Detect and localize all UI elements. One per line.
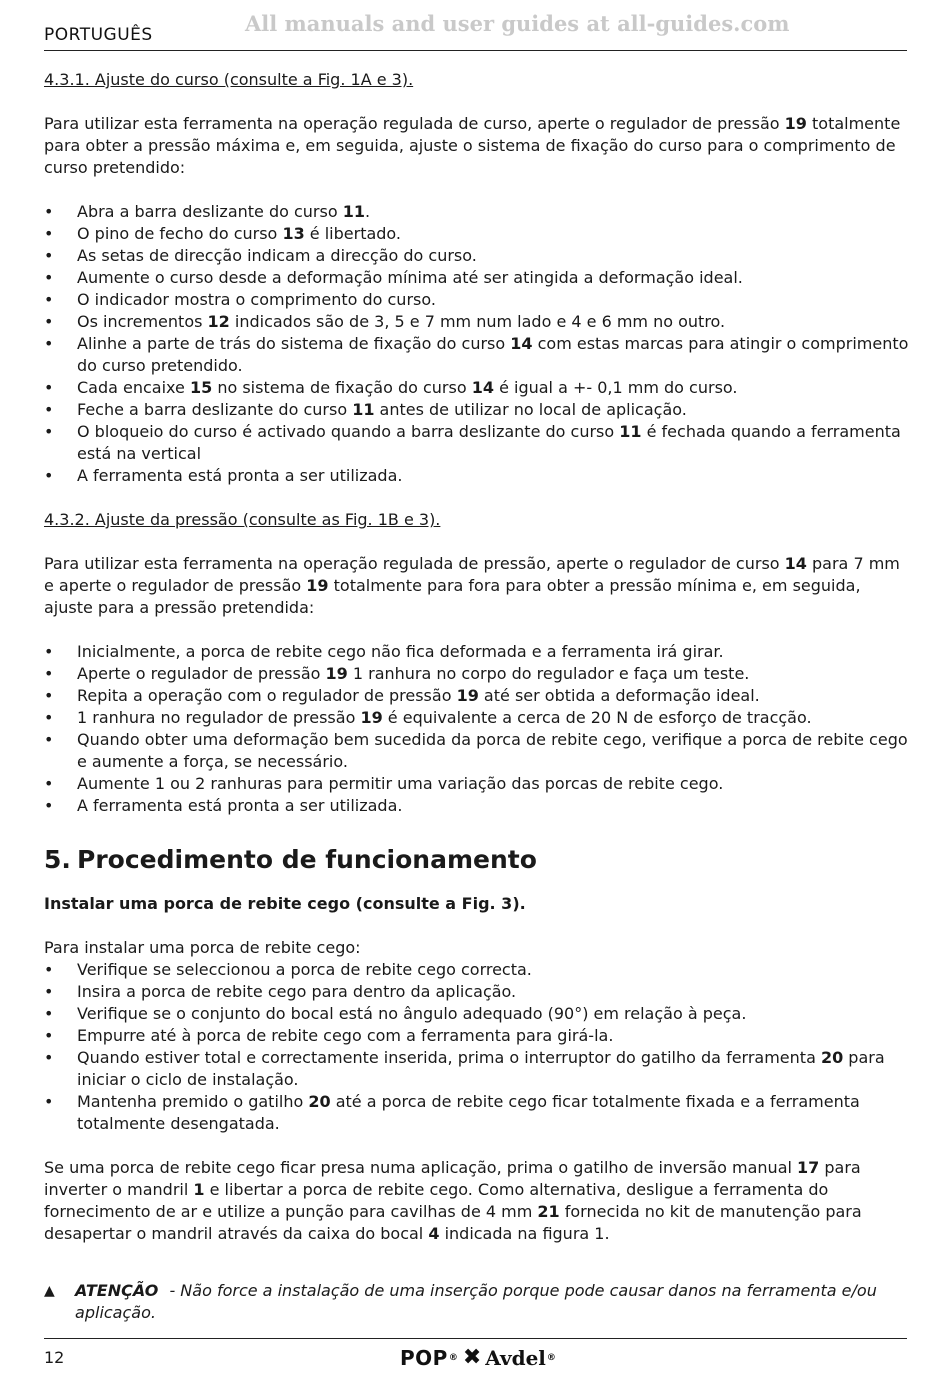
heading-4-3-1: 4.3.1. Ajuste do curso (consulte a Fig. 1A e 3). (44, 70, 414, 89)
brand-logo (400, 1345, 556, 1370)
text-run: Se uma porca de rebite cego ficar presa numa aplicação, prima o gatilho de inversão manual (44, 1158, 798, 1177)
list-item (44, 707, 910, 729)
text-run: antes de utilizar no local de aplicação. (374, 400, 687, 419)
text-run: totalmente para fora para obter a pressão mínima e, em seguida, ajuste para a pressão pretendida: (44, 576, 861, 617)
avdel-x-logo-icon: ✖ (462, 1345, 482, 1370)
brand-pop-reg: ® (448, 1352, 458, 1363)
text-run: Aperte o regulador de pressão (77, 664, 326, 683)
text-run: Quando estiver total e correctamente inserida, prima o interruptor do gatilho da ferramenta (77, 1048, 821, 1067)
text-run: até a porca de rebite cego ficar totalmente fixada e a ferramenta totalmente desengatada. (77, 1092, 860, 1133)
list-item (44, 399, 910, 421)
text-run: indicados são de 3, 5 e 7 mm num lado e 4 e 6 mm no outro. (229, 312, 726, 331)
text-run: Verifique se seleccionou a porca de rebite cego correcta. (77, 960, 532, 979)
text-run: Verifique se o conjunto do bocal está no ângulo adequado (90°) em relação à peça. (77, 1004, 747, 1023)
list-item (44, 333, 910, 377)
reference-number: 20 (820, 1048, 844, 1067)
text-run: Os incrementos (77, 312, 208, 331)
text-run: é fechada quando a ferramenta está na vertical (77, 422, 901, 463)
list-item (44, 1091, 910, 1135)
reference-number: 14 (471, 378, 494, 397)
list-item (44, 1025, 910, 1047)
list-item (44, 1047, 910, 1091)
warning-note (44, 1280, 910, 1324)
text-run: é igual a +- 0,1 mm do curso. (493, 378, 738, 397)
text-run: Abra a barra deslizante do curso (77, 202, 343, 221)
reference-number: 13 (282, 224, 305, 243)
list-item (44, 685, 910, 707)
paragraph-stuck-nut (44, 1157, 910, 1245)
reference-number: 11 (342, 202, 365, 221)
reference-number: 11 (619, 422, 642, 441)
reference-number: 17 (797, 1158, 820, 1177)
text-run: totalmente para obter a pressão máxima e, em seguida, ajuste o sistema de fixação do curso para o comprimento de curso pretendido: (44, 114, 901, 177)
text-run: Feche a barra deslizante do curso (77, 400, 353, 419)
list-item (44, 663, 910, 685)
text-run: no sistema de fixação do curso (212, 378, 472, 397)
list-item (44, 465, 910, 487)
header-rule (44, 50, 907, 51)
text-run: Inicialmente, a porca de rebite cego não fica deformada e a ferramenta irá girar. (77, 642, 724, 661)
list-item (44, 377, 910, 399)
warning-text: - Não force a instalação de uma inserção porque pode causar danos na ferramenta e/ou aplicação. (75, 1281, 877, 1322)
text-run: para inverter o mandril (44, 1158, 861, 1199)
text-run: Mantenha premido o gatilho (77, 1092, 309, 1111)
text-run: indicada na figura 1. (439, 1224, 610, 1243)
reference-number: 1 (193, 1180, 205, 1199)
text-run: para 7 mm e aperte o regulador de pressão (44, 554, 900, 595)
text-run: Para utilizar esta ferramenta na operação regulada de pressão, aperte o regulador de curso (44, 554, 785, 573)
text-run: Alinhe a parte de trás do sistema de fixação do curso (77, 334, 511, 353)
reference-number: 19 (360, 708, 383, 727)
section-5-title (44, 844, 910, 876)
list-item (44, 795, 910, 817)
reference-number: 12 (207, 312, 230, 331)
text-run: O bloqueio do curso é activado quando a barra deslizante do curso (77, 422, 620, 441)
list-5 (44, 959, 910, 1135)
document-body (44, 69, 910, 1324)
reference-number: 20 (308, 1092, 331, 1111)
text-run: até ser obtida a deformação ideal. (478, 686, 760, 705)
text-run: 1 ranhura no regulador de pressão (77, 708, 361, 727)
list-item (44, 245, 910, 267)
paragraph-4-3-2-intro (44, 553, 910, 619)
list-item (44, 267, 910, 289)
list-item (44, 1003, 910, 1025)
reference-number: 14 (784, 554, 807, 573)
list-item (44, 289, 910, 311)
text-run: é libertado. (304, 224, 402, 243)
text-run: é equivalente a cerca de 20 N de esforço de tracção. (382, 708, 812, 727)
text-run: Insira a porca de rebite cego para dentro da aplicação. (77, 982, 517, 1001)
brand-pop: POP (400, 1345, 448, 1370)
section-5-title-text: Procedimento de funcionamento (77, 845, 537, 874)
heading-4-3-2: 4.3.2. Ajuste da pressão (consulte as Fig. 1B e 3). (44, 510, 441, 529)
list-item (44, 223, 910, 245)
list-item (44, 959, 910, 981)
text-run: Para utilizar esta ferramenta na operação regulada de curso, aperte o regulador de pressão (44, 114, 785, 133)
reference-number: 19 (306, 576, 329, 595)
reference-number: 21 (537, 1202, 560, 1221)
text-run: O indicador mostra o comprimento do curso. (77, 290, 436, 309)
list-4-3-1 (44, 201, 910, 487)
section-5-number: 5. (44, 845, 71, 874)
brand-avdel-reg: ® (546, 1352, 556, 1363)
list-item (44, 981, 910, 1003)
watermark: All manuals and user guides at all-guides.com (245, 11, 790, 36)
text-run: Aumente 1 ou 2 ranhuras para permitir uma variação das porcas de rebite cego. (77, 774, 724, 793)
text-run: Cada encaixe (77, 378, 190, 397)
reference-number: 4 (428, 1224, 440, 1243)
text-run: e libertar a porca de rebite cego. Como alternativa, desligue a ferramenta do fornecimento de ar e utilize a punção para cavilhas de 4 mm (44, 1180, 829, 1221)
list-item (44, 641, 910, 663)
reference-number: 19 (784, 114, 807, 133)
list-item (44, 311, 910, 333)
footer-rule (44, 1338, 907, 1339)
text-run: Repita a operação com o regulador de pressão (77, 686, 457, 705)
brand-avdel: Avdel (485, 1345, 546, 1370)
page-number: 12 (44, 1348, 65, 1367)
text-run: As setas de direcção indicam a direcção do curso. (77, 246, 477, 265)
header-language: PORTUGUÊS (44, 25, 153, 45)
text-run: com estas marcas para atingir o comprimento do curso pretendido. (77, 334, 909, 375)
text-run: A ferramenta está pronta a ser utilizada. (77, 466, 403, 485)
reference-number: 19 (456, 686, 479, 705)
section-5-lead: Para instalar uma porca de rebite cego: (44, 938, 361, 957)
text-run: fornecida no kit de manutenção para desapertar o mandril através da caixa do bocal (44, 1202, 862, 1243)
text-run: . (364, 202, 371, 221)
reference-number: 11 (352, 400, 375, 419)
paragraph-4-3-1-intro (44, 113, 910, 179)
reference-number: 15 (189, 378, 213, 397)
warning-triangle-icon: ▲ (44, 1283, 55, 1299)
reference-number: 19 (325, 664, 348, 683)
warning-label: ATENÇÃO (75, 1281, 159, 1300)
list-item (44, 201, 910, 223)
reference-number: 14 (510, 334, 533, 353)
section-5-subheading: Instalar uma porca de rebite cego (consulte a Fig. 3). (44, 894, 526, 913)
text-run: A ferramenta está pronta a ser utilizada. (77, 796, 403, 815)
list-item (44, 729, 910, 773)
list-item (44, 421, 910, 465)
text-run: Empurre até à porca de rebite cego com a ferramenta para girá-la. (77, 1026, 614, 1045)
text-run: 1 ranhura no corpo do regulador e faça um teste. (347, 664, 750, 683)
text-run: para iniciar o ciclo de instalação. (77, 1048, 885, 1089)
text-run: Aumente o curso desde a deformação mínima até ser atingida a deformação ideal. (77, 268, 743, 287)
list-item (44, 773, 910, 795)
text-run: Quando obter uma deformação bem sucedida da porca de rebite cego, verifique a porca de rebite cego e aumente a força, se necessário. (77, 730, 908, 771)
text-run: O pino de fecho do curso (77, 224, 283, 243)
list-4-3-2 (44, 641, 910, 817)
